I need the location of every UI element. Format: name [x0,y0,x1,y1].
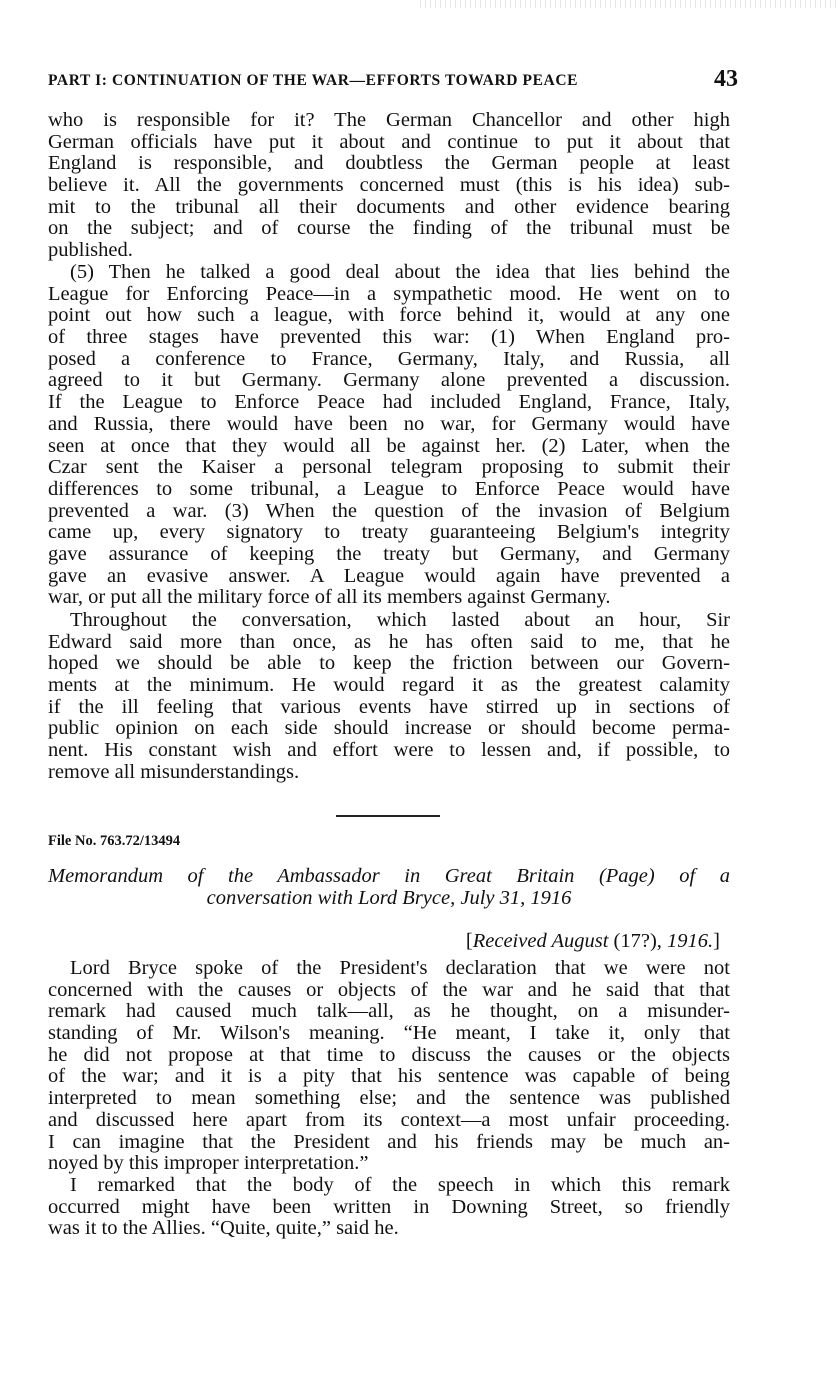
received-day: (17?), [613,930,662,952]
text-line: prevented a war. (3) When the question of the invasion of Belgium [48,499,730,522]
file-number: File No. 763.72/13494 [48,833,181,849]
text-line: ments at the minimum. He would regard it as the greatest calamity [48,674,730,697]
text-line: noyed by this improper interpretation.” [48,1152,369,1175]
text-line: published. [48,239,133,262]
text-line: Czar sent the Kaiser a personal telegram proposing to submit their [48,456,730,479]
bracket-open: [ [465,930,473,952]
text-line: who is responsible for it? The German Chancellor and other high [48,109,730,131]
text-line: war, or put all the military force of all its members against Germany. [48,586,611,609]
text-line: mit to the tribunal all their documents and other evidence bearing [48,195,730,218]
text-line: of three stages have prevented this war: (1) When England pro- [48,326,730,349]
page-header [48,66,738,96]
text-line: remark had caused much talk—all, as he thought, on a misunder- [48,1000,730,1023]
text-line: occurred might have been written in Downing Street, so friendly [48,1195,730,1218]
section-divider [336,815,440,817]
text-line: seen at once that they would all be against her. (2) Later, when the [48,434,730,457]
text-line: I can imagine that the President and his friends may be much an- [48,1130,730,1153]
text-line: and Russia, there would have been no war, for Germany would have [48,412,730,435]
text-line: on the subject; and of course the finding of the tribunal must be [48,217,730,240]
text-line: public opinion on each side should increase or should become perma- [48,717,730,740]
text-line: gave assurance of keeping the treaty but Germany, and Germany [48,542,730,565]
received-year: 1916. [667,930,714,952]
text-line: agreed to it but Germany. Germany alone prevented a discussion. [48,369,730,392]
text-line: and discussed here apart from its context—a most unfair proceeding. [48,1108,730,1131]
text-line: interpreted to mean something else; and the sentence was published [48,1087,730,1110]
text-line: remove all misunderstandings. [48,760,300,783]
text-line: nent. His constant wish and effort were to lessen and, if possible, to [48,739,730,762]
bracket-close: ] [713,930,720,952]
paragraph-1 [48,110,730,262]
text-line: posed a conference to France, Germany, Italy, and Russia, all [48,347,730,370]
text-line: if the ill feeling that various events have stirred up in sections of [48,695,730,718]
title-line: Memorandum of the Ambassador in Great Britain (Page) of a [48,865,730,887]
text-line: League for Enforcing Peace—in a sympathetic mood. He went on to [48,282,730,305]
text-line: I remarked that the body of the speech in which this remark [70,1174,730,1196]
text-line: standing of Mr. Wilson's meaning. “He meant, I take it, only that [48,1022,730,1045]
text-line: German officials have put it about and continue to put it about that [48,130,730,153]
text-line: (5) Then he talked a good deal about the idea that lies behind the [70,261,730,283]
text-line: gave an evasive answer. A League would again have prevented a [48,564,730,587]
text-line: he did not propose at that time to discuss the causes or the objects [48,1043,730,1066]
text-line: believe it. All the governments concerned must (this is his idea) sub- [48,174,730,197]
received-label: Received August [472,930,609,952]
text-line: England is responsible, and doubtless the German people at least [48,152,730,175]
scan-noise [420,0,836,8]
page-number: 43 [714,66,738,92]
text-line: concerned with the causes or objects of the war and he said that that [48,978,730,1001]
paragraph-4 [48,958,730,1175]
text-line: Edward said more than once, as he has often said to me, that he [48,630,730,653]
text-line: came up, every signatory to treaty guaranteeing Belgium's integrity [48,521,730,544]
paragraph-2 [48,262,730,609]
text-line: differences to some tribunal, a League to Enforce Peace would have [48,477,730,500]
paragraph-3 [48,610,730,784]
text-line: Lord Bryce spoke of the President's declaration that we were not [70,957,730,979]
memorandum-title [48,866,730,909]
text-line: If the League to Enforce Peace had included England, France, Italy, [48,391,730,414]
text-line: was it to the Allies. “Quite, quite,” said he. [48,1217,399,1240]
text-line: point out how such a league, with force behind it, would at any one [48,304,730,327]
running-head: PART I: CONTINUATION OF THE WAR—EFFORTS TOWARD PEACE [48,72,579,89]
text-line: hoped we should be able to keep the friction between our Govern- [48,652,730,675]
received-date [380,929,720,953]
title-line: conversation with Lord Bryce, July 31, 1916 [206,886,572,909]
text-line: of the war; and it is a pity that his sentence was capable of being [48,1065,730,1088]
paragraph-5 [48,1175,730,1240]
text-line: Throughout the conversation, which lasted about an hour, Sir [70,609,730,631]
